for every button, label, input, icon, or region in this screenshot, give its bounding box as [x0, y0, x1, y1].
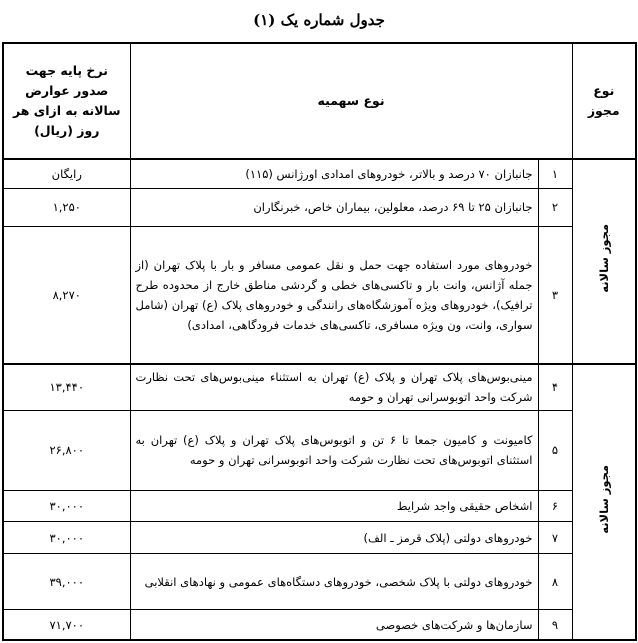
row-description: کامیونت و کامیون جمعا تا ۶ تن و اتوبوس‌های پلاک تهران و پلاک (ع) تهران به استثنای اتوبوس‌های تحت نظارت شرکت واحد اتوبوسرانی تهران و حومه	[130, 410, 538, 490]
table-row	[3, 364, 636, 410]
row-description: اشخاص حقیقی واجد شرایط	[130, 490, 538, 521]
table-row	[3, 490, 636, 521]
table-row	[3, 188, 636, 226]
row-number: ۲	[538, 188, 572, 226]
row-description: خودروهای مورد استفاده جهت حمل و نقل عمومی مسافر و بار با پلاک تهران (از جمله آژانس، وانت بار و تاکسی‌های خطی و گردشی مناطق خارج از محدوده طرح ترافیک)، خودروهای ویژه آموزشگاه‌های رانندگی و خودروهای پلاک (ع) تهران (شامل سواری، وانت، ون ویژه مسافری، تاکسی‌های خدمات فرودگاهی، امدادی)	[130, 226, 538, 364]
row-rate: ۸,۲۷۰	[3, 226, 130, 364]
row-rate: ۳۰,۰۰۰	[3, 521, 130, 553]
table-row	[3, 610, 636, 640]
row-number: ۱	[538, 159, 572, 188]
row-number: ۹	[538, 610, 572, 640]
table-row	[3, 521, 636, 553]
row-description: جانبازان ۲۵ تا ۶۹ درصد، معلولین، بیماران خاص، خبرنگاران	[130, 188, 538, 226]
license-group-label: مجوز سالانه	[596, 464, 611, 534]
row-number: ۴	[538, 364, 572, 410]
rate-table	[2, 42, 637, 641]
row-number: ۷	[538, 521, 572, 553]
row-rate: ۱۳,۴۴۰	[3, 364, 130, 410]
header-license-type: نوع مجوز	[572, 43, 636, 159]
row-number: ۶	[538, 490, 572, 521]
row-rate: ۳۰,۰۰۰	[3, 490, 130, 521]
license-group-cell	[572, 159, 636, 364]
row-rate: رایگان	[3, 159, 130, 188]
row-rate: ۳۹,۰۰۰	[3, 554, 130, 610]
row-rate: ۷۱,۷۰۰	[3, 610, 130, 640]
table-row	[3, 410, 636, 490]
row-description: سازمان‌ها و شرکت‌های خصوصی	[130, 610, 538, 640]
row-description: مینی‌بوس‌های پلاک تهران و پلاک (ع) تهران به استثناء مینی‌بوس‌های تحت نظارت شرکت واحد اتوبوسرانی تهران و حومه	[130, 364, 538, 410]
row-number: ۳	[538, 226, 572, 364]
header-vehicle-type: نوع سهمیه	[130, 43, 572, 159]
row-rate: ۲۶,۸۰۰	[3, 410, 130, 490]
row-number: ۵	[538, 410, 572, 490]
table-row	[3, 554, 636, 610]
row-number: ۸	[538, 554, 572, 610]
row-rate: ۱,۲۵۰	[3, 188, 130, 226]
header-rate: نرخ پایه جهت صدور عوارض سالانه به ازای هر روز (ریال)	[3, 43, 130, 159]
table-title: جدول شماره یک (۱)	[253, 11, 385, 29]
license-group-cell	[572, 364, 636, 640]
license-group-label: مجوز سالانه	[596, 224, 611, 293]
row-description: خودروهای دولتی (پلاک قرمز ـ الف)	[130, 521, 538, 553]
table-row	[3, 226, 636, 364]
row-description: جانبازان ۷۰ درصد و بالاتر، خودروهای امدادی اورژانس (۱۱۵)	[130, 159, 538, 188]
row-description: خودروهای دولتی با پلاک شخصی، خودروهای دستگاه‌های عمومی و نهادهای انقلابی	[130, 554, 538, 610]
table-row	[3, 159, 636, 188]
